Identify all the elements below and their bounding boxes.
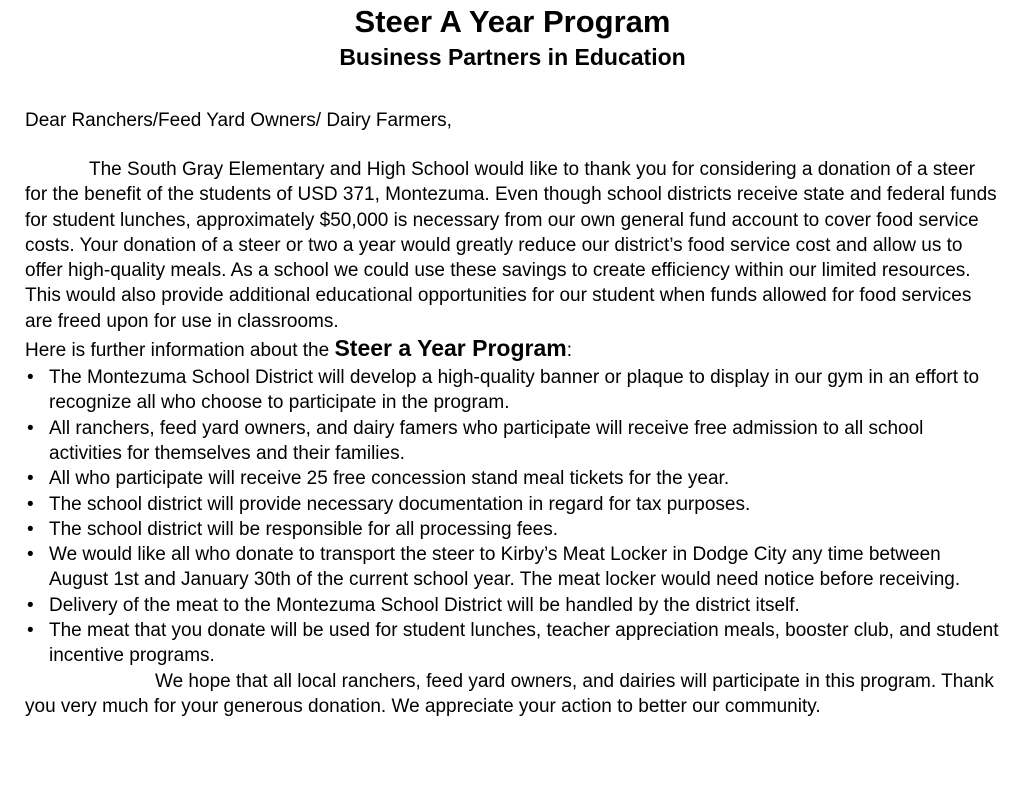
bullet-icon: • [27, 417, 34, 439]
bullet-icon: • [27, 468, 34, 490]
info-intro-line [25, 334, 1000, 365]
bullet-icon: • [27, 367, 34, 389]
list-item [25, 517, 1000, 542]
salutation: Dear Ranchers/Feed Yard Owners/ Dairy Farmers, [25, 110, 452, 131]
bullet-icon: • [27, 620, 34, 642]
intro-paragraph: The South Gray Elementary and High School would like to thank you for considering a donation of a steer for the benefit of the students of USD 371, Montezuma. Even though school districts receive state and federal funds for student lunches, approximately $50,000 is necessary from our own general fund account to cover food service costs. Your donation of a steer or two a year would greatly reduce our district’s food service cost and allow us to offer high-quality meals. As a school we could use these savings to create efficiency within our limited resources. This would also provide additional educational opportunities for our student when funds allowed for food services are freed upon for use in classrooms. [25, 159, 997, 332]
list-item [25, 492, 1000, 517]
program-details-list [25, 365, 1000, 669]
bullet-icon: • [27, 493, 34, 515]
document-title: Steer A Year Program [354, 4, 671, 39]
list-item-text: All ranchers, feed yard owners, and dairy famers who participate will receive free admission to all school activities for themselves and their families. [49, 417, 924, 464]
list-item-text: Delivery of the meat to the Montezuma School District will be handled by the district itself. [49, 594, 800, 616]
bullet-icon: • [27, 518, 34, 540]
list-item [25, 365, 1000, 416]
list-item-text: The meat that you donate will be used for student lunches, teacher appreciation meals, booster club, and student incentive programs. [49, 620, 999, 667]
list-item-text: The Montezuma School District will develop a high-quality banner or plaque to display in our gym in an effort to recognize all who choose to participate in the program. [49, 367, 980, 414]
document-subtitle: Business Partners in Education [339, 44, 686, 70]
bullet-icon: • [27, 594, 34, 616]
list-item [25, 466, 1000, 491]
list-item-text: All who participate will receive 25 free concession stand meal tickets for the year. [49, 468, 730, 490]
list-item [25, 416, 1000, 467]
bullet-icon: • [27, 544, 34, 566]
document-page [0, 4, 1024, 810]
info-intro-prefix: Here is further information about the [25, 340, 335, 362]
list-item [25, 593, 1000, 618]
list-item [25, 618, 1000, 669]
info-intro-suffix: : [566, 340, 572, 362]
list-item [25, 542, 1000, 593]
list-item-text: The school district will provide necessary documentation in regard for tax purposes. [49, 493, 751, 515]
list-item-text: The school district will be responsible for all processing fees. [49, 518, 559, 540]
info-intro-program-name: Steer a Year Program [334, 335, 567, 362]
list-item-text: We would like all who donate to transport the steer to Kirby’s Meat Locker in Dodge City any time between August 1st and January 30th of the current school year. The meat locker would need notice before receiving. [49, 544, 961, 591]
closing-paragraph: We hope that all local ranchers, feed yard owners, and dairies will participate in this program. Thank you very much for your generous donation. We appreciate your action to better our community. [25, 670, 994, 717]
